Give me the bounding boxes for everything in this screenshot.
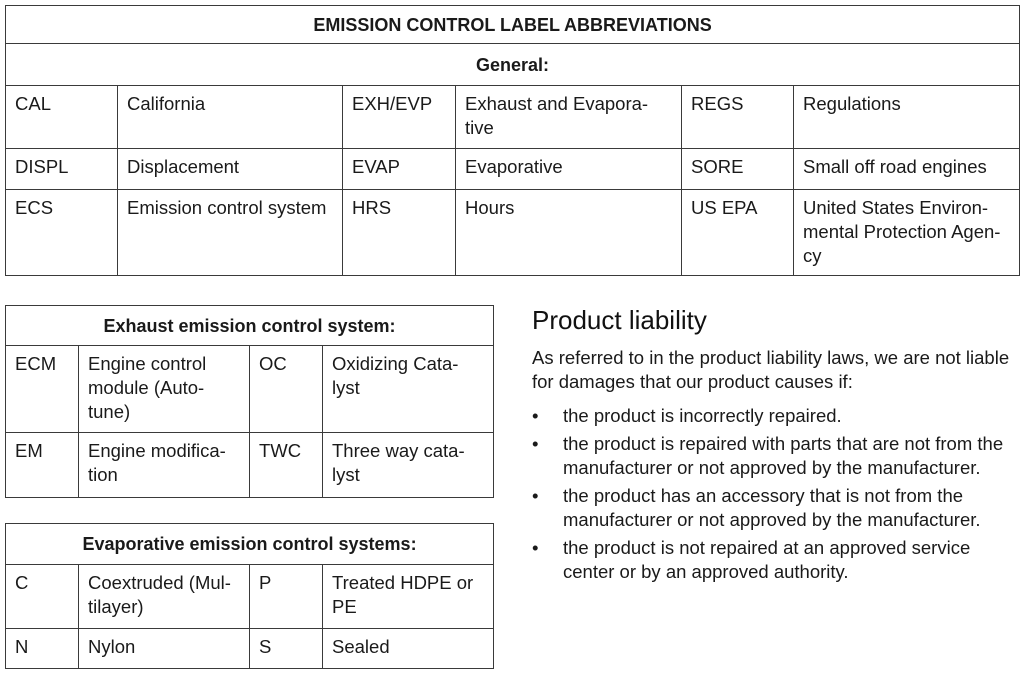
abbreviation-cell: P: [259, 572, 272, 593]
exhaust-abbreviations-table: [5, 305, 494, 498]
evaporative-abbreviations-table: [5, 523, 494, 669]
table-title: Exhaust emission control system:: [6, 306, 494, 346]
table-row: [6, 433, 494, 498]
meaning-cell: Evaporative: [465, 156, 563, 177]
list-item-text: the product is repaired with parts that are not from the manufacturer or not approved by the manufacturer.: [563, 433, 1004, 478]
table-title: Evaporative emission control systems:: [6, 524, 494, 565]
section-heading: Product liability: [532, 305, 707, 335]
abbreviation-cell: EVAP: [352, 156, 400, 177]
meaning-cell: Exhaust and Evapora- tive: [465, 93, 649, 138]
section-intro: As referred to in the product liability laws, we are not liable for damages that our product causes if:: [532, 347, 1010, 392]
abbreviation-cell: SORE: [691, 156, 744, 177]
abbreviation-cell: EM: [15, 440, 43, 461]
meaning-cell: United States Environ- mental Protection Agen- cy: [803, 197, 1001, 266]
table-row: [6, 149, 1020, 190]
abbreviation-cell: N: [15, 636, 29, 657]
product-liability-section: [532, 302, 1012, 588]
meaning-cell: Oxidizing Cata- lyst: [332, 353, 459, 398]
meaning-cell: Engine control module (Auto- tune): [88, 353, 207, 422]
abbreviation-cell: EXH/EVP: [352, 93, 433, 114]
meaning-cell: Three way cata- lyst: [332, 440, 465, 485]
abbreviation-cell: CAL: [15, 93, 51, 114]
table-row: [6, 190, 1020, 276]
abbreviation-cell: US EPA: [691, 197, 758, 218]
list-item-text: the product is not repaired at an approved service center or by an approved authority.: [563, 537, 971, 582]
meaning-cell: Coextruded (Mul- tilayer): [88, 572, 231, 617]
table-row: [6, 629, 494, 669]
abbreviation-cell: DISPL: [15, 156, 69, 177]
list-item: [532, 536, 1012, 584]
meaning-cell: Sealed: [332, 636, 390, 657]
list-item: [532, 404, 1012, 428]
meaning-cell: Emission control system: [127, 197, 327, 218]
meaning-cell: Nylon: [88, 636, 136, 657]
meaning-cell: Hours: [465, 197, 515, 218]
table-row: [6, 346, 494, 433]
list-item: [532, 432, 1012, 480]
abbreviation-cell: REGS: [691, 93, 744, 114]
meaning-cell: Small off road engines: [803, 156, 987, 177]
abbreviation-cell: ECS: [15, 197, 54, 218]
abbreviation-cell: C: [15, 572, 29, 593]
meaning-cell: Displacement: [127, 156, 240, 177]
list-item: [532, 484, 1012, 532]
table-title: EMISSION CONTROL LABEL ABBREVIATIONS: [6, 6, 1020, 44]
table-subtitle: General:: [6, 44, 1020, 86]
abbreviation-cell: S: [259, 636, 272, 657]
liability-list: [532, 404, 1012, 584]
bullet-icon: •: [532, 485, 539, 506]
meaning-cell: Engine modifica- tion: [88, 440, 226, 485]
meaning-cell: California: [127, 93, 206, 114]
bullet-icon: •: [532, 405, 539, 426]
abbreviation-cell: HRS: [352, 197, 392, 218]
bullet-icon: •: [532, 537, 539, 558]
table-row: [6, 86, 1020, 149]
abbreviation-cell: TWC: [259, 440, 302, 461]
general-abbreviations-table: [5, 5, 1020, 276]
meaning-cell: Regulations: [803, 93, 901, 114]
abbreviation-cell: ECM: [15, 353, 57, 374]
list-item-text: the product is incorrectly repaired.: [563, 405, 842, 426]
bullet-icon: •: [532, 433, 539, 454]
table-row: [6, 565, 494, 629]
list-item-text: the product has an accessory that is not from the manufacturer or not approved by the manufacturer.: [563, 485, 981, 530]
meaning-cell: Treated HDPE or PE: [332, 572, 474, 617]
abbreviation-cell: OC: [259, 353, 287, 374]
